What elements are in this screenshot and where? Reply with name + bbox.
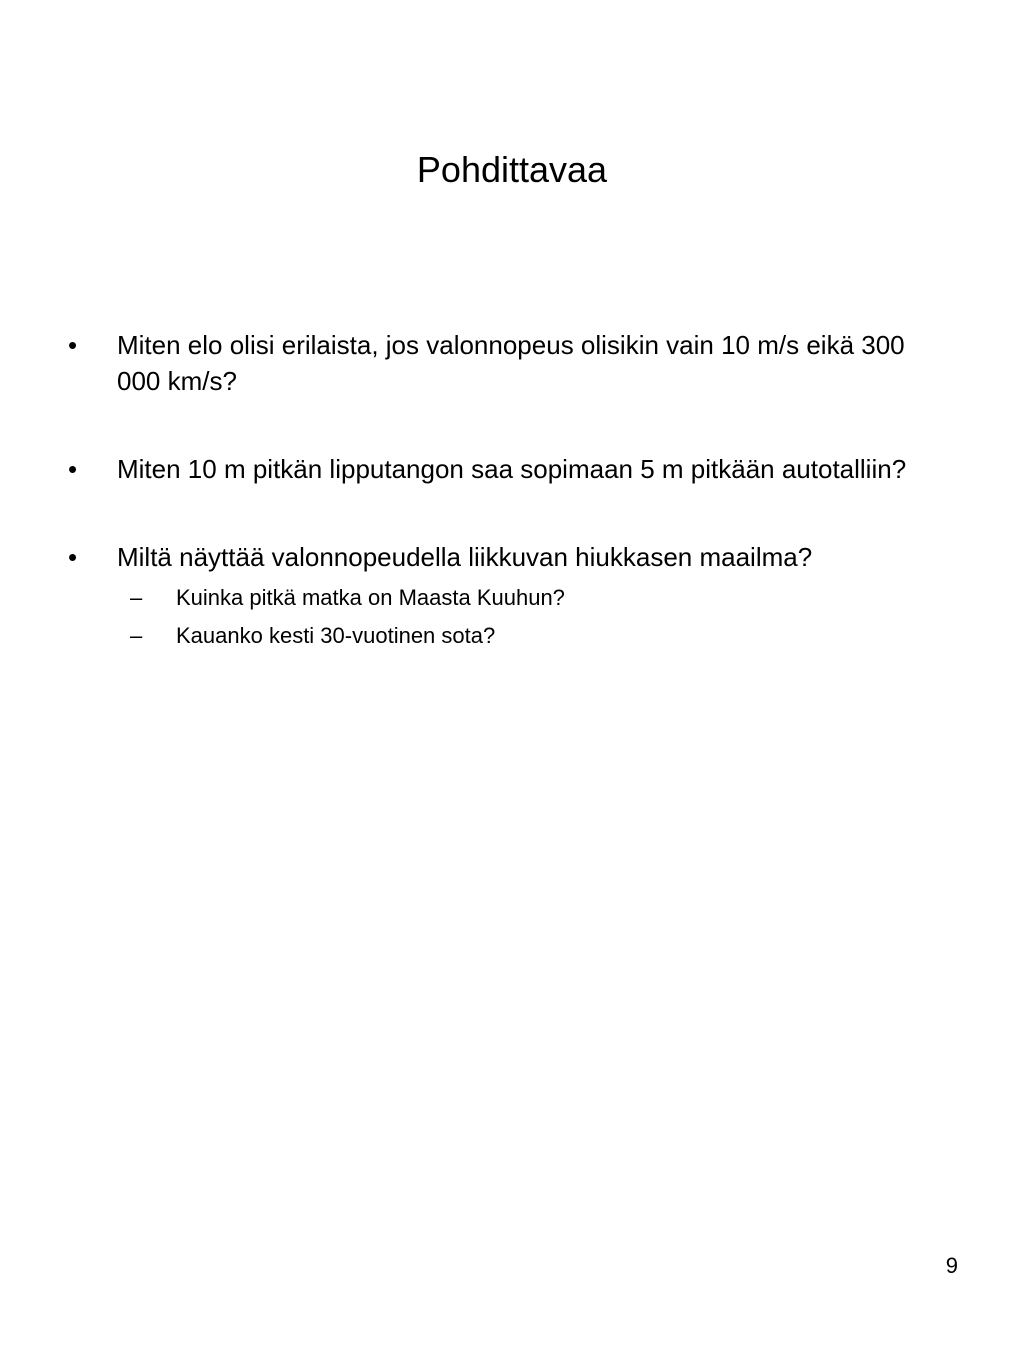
bullet-item [68, 539, 948, 655]
bullet-text: Miltä näyttää valonnopeudella liikkuvan hiukkasen maailma? [117, 542, 813, 572]
bullet-list [68, 327, 948, 707]
bullet-marker: • [68, 542, 78, 572]
bullet-item [68, 451, 948, 487]
sub-bullet-marker: – [130, 585, 143, 610]
bullet-marker: • [68, 330, 78, 360]
sub-bullet-text: Kuinka pitkä matka on Maasta Kuuhun? [176, 585, 565, 610]
bullet-item [68, 327, 948, 399]
slide-title: Pohdittavaa [416, 149, 608, 190]
bullet-marker: • [68, 454, 78, 484]
bullet-text: Miten elo olisi erilaista, jos valonnopeus olisikin vain 10 m/s eikä 300 000 km/s? [117, 330, 905, 396]
sub-bullet-list [117, 579, 948, 655]
bullet-text: Miten 10 m pitkän lipputangon saa sopimaan 5 m pitkään autotalliin? [117, 454, 907, 484]
sub-bullet-item [68, 579, 948, 617]
sub-bullet-marker: – [130, 623, 143, 648]
page-number: 9 [945, 1253, 958, 1278]
sub-bullet-item [68, 617, 948, 655]
sub-bullet-text: Kauanko kesti 30-vuotinen sota? [176, 623, 496, 648]
